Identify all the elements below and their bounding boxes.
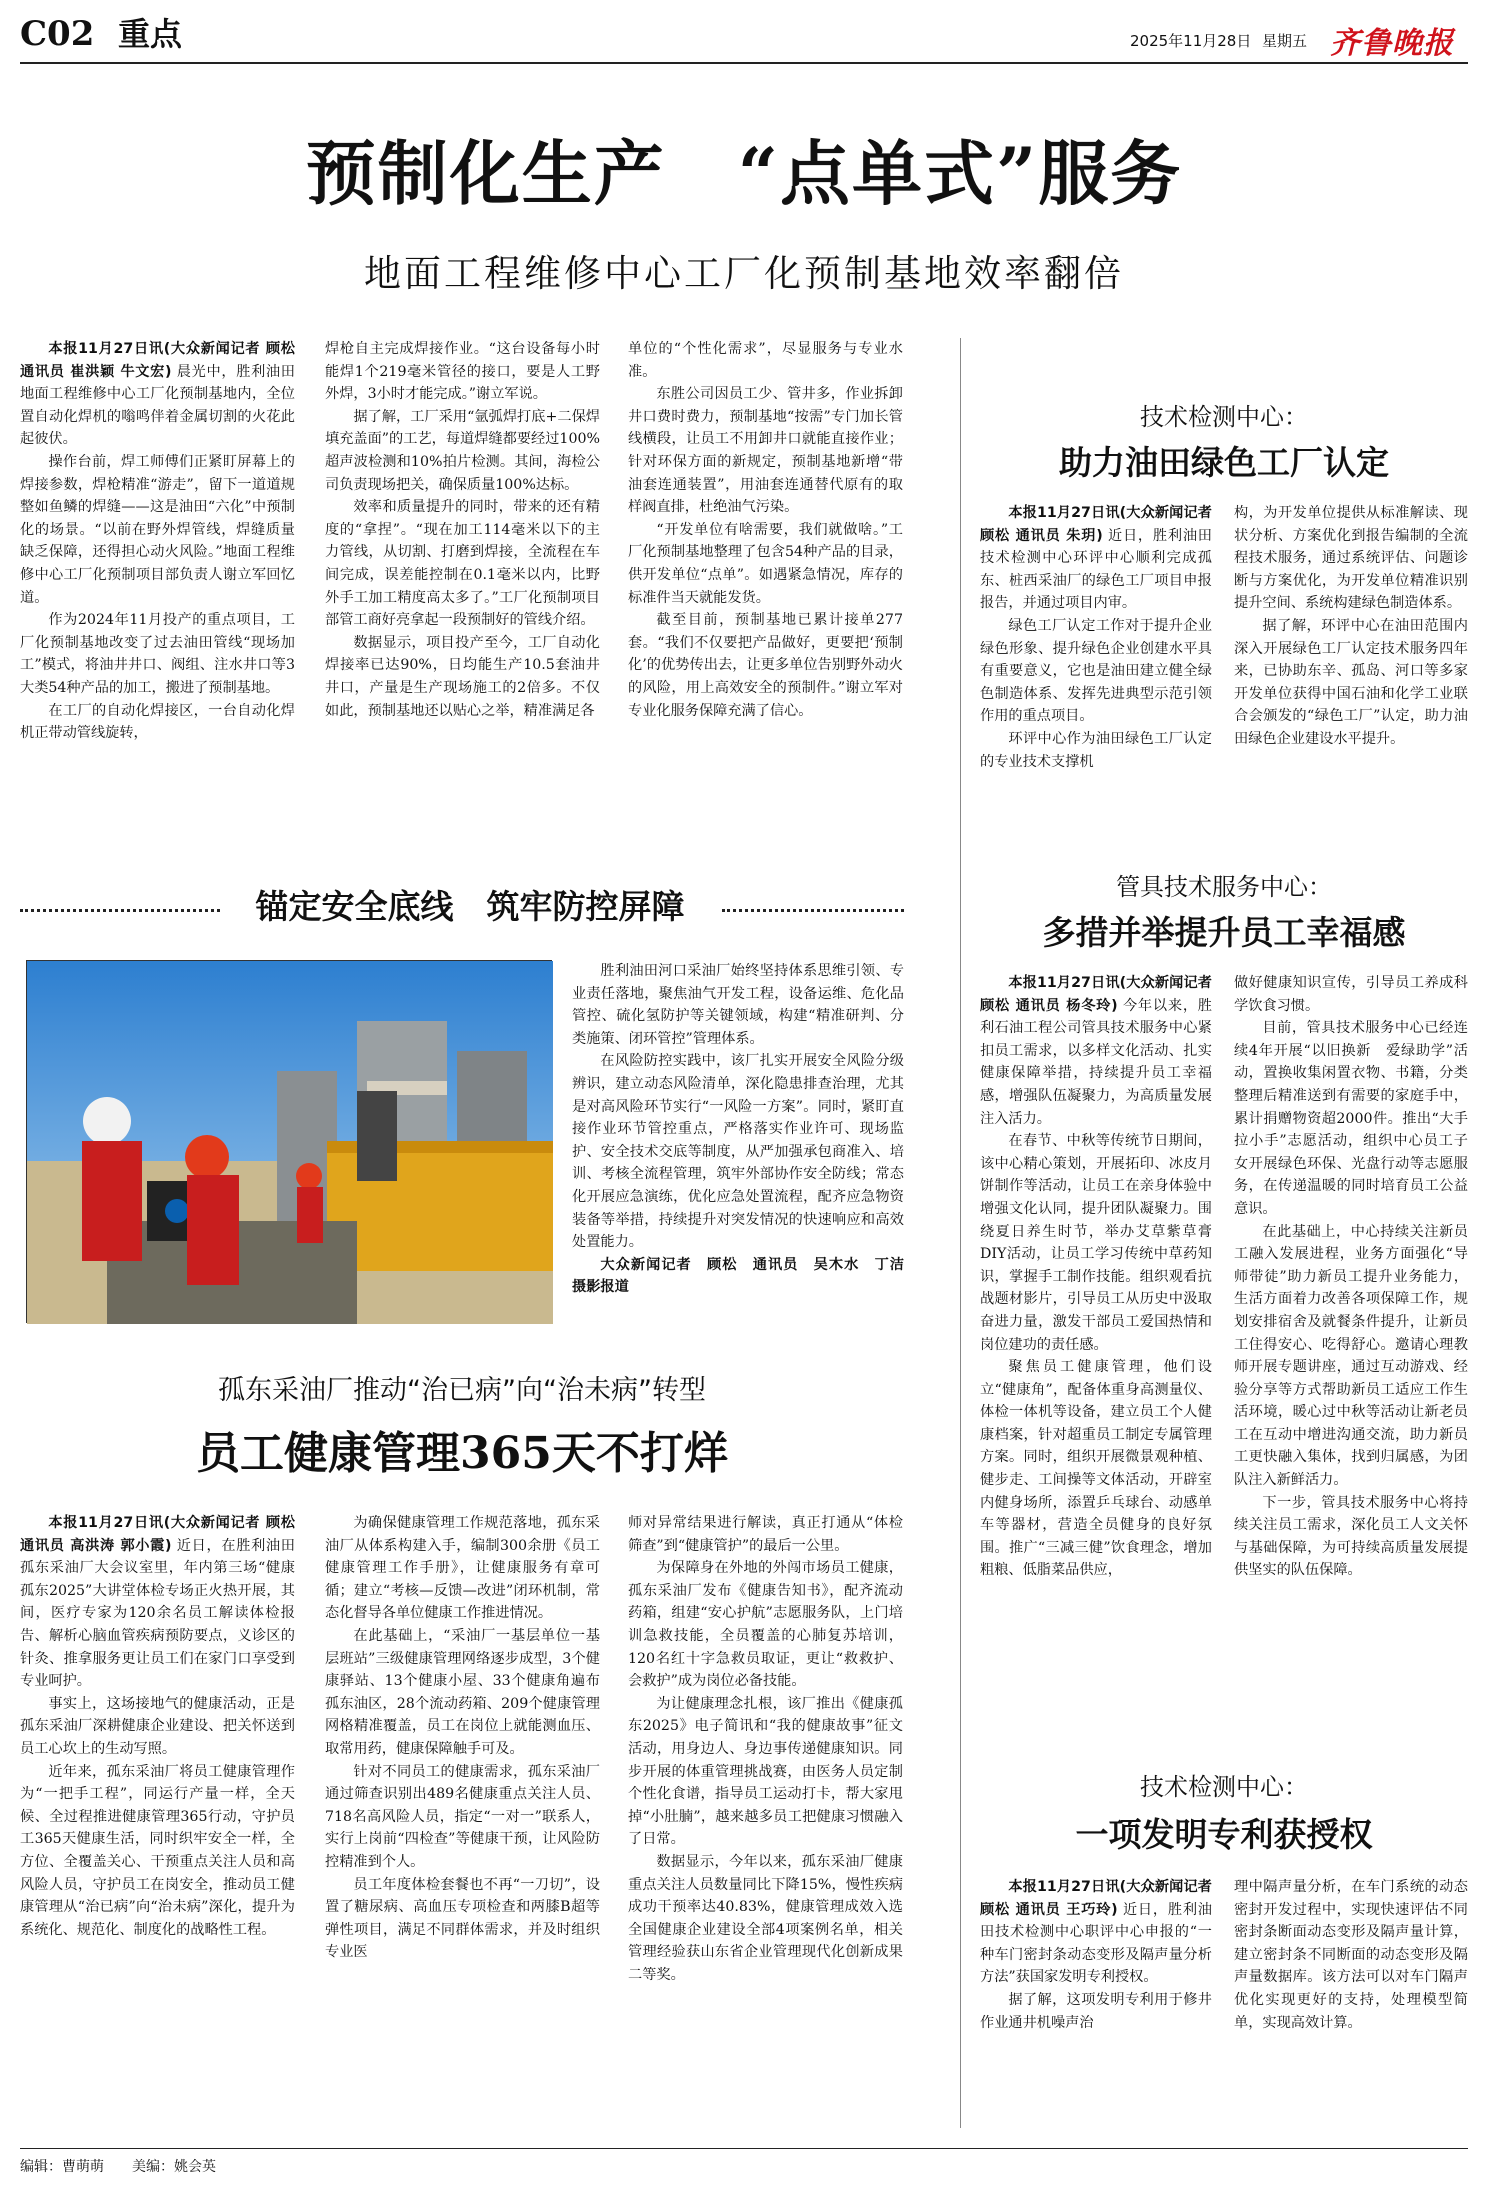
worker-photo-illustration (27, 961, 553, 1324)
safety-headline: 锚定安全底线 筑牢防控屏障 (255, 887, 685, 926)
masthead-logo: 齐鲁晚报 (1330, 26, 1454, 61)
column-divider (960, 338, 961, 2128)
lead-column-3: 单位的“个性化需求”，尽显服务与专业水准。 东胜公司因员工少、管井多，作业拆卸井口费时费力，预制基地“按需”专门加长管线横段，让员工不用卸井口就能直接作业；针对环保方面的新规定，预制基地新增“带油套连通装置”，用油套连通替代原有的取样阀直排，杜绝油气污染。 “开发单位有啥需要，我们就做啥。”工厂化预制基地整理了包含54种产品的目录，供开发单位“点单”。如遇紧急情况，库存的标准件当天就能发货。 截至目前，预制基地已累计接单277套。“我们不仅要把产品做好，更要把‘预制化’的优势传出去，让更多单位告别野外动火的风险，用上高效安全的预制件。”谢立军对专业化服务保障充满了信心。 (628, 341, 903, 719)
pipe-dateline: 本报11月27日讯(大众新闻记者 顾松 通讯员 杨冬玲) (980, 975, 1212, 1014)
tech1-dateline: 本报11月27日讯(大众新闻记者 顾松 通讯员 朱玥) (980, 505, 1212, 544)
safety-photo (26, 960, 552, 1323)
tech2-column-2: 理中隔声量分析，在车门系统的动态密封开发过程中，实现快速评估不同密封条断面动态变形及隔声量计算，建立密封条不同断面的动态变形及隔声量数据库。该方法可以对车门隔声优化实现更好的支持，处理模型简单，实现高效计算。 (1234, 1879, 1468, 2031)
health-column-1: 本报11月27日讯(大众新闻记者 顾松 通讯员 高洪涛 郭小霞) 近日，在胜利油田孤东采油厂大会议室里，年内第三场“健康孤东2025”大讲堂体检专场正火热开展，其间，医疗专家为120余名员工解读体检报告、解析心脑血管疾病预防要点，义诊区的针灸、推拿服务更让员工们在家门口享受到专业呵护。 事实上，这场接地气的健康活动，正是孤东采油厂深耕健康企业建设、把关怀送到员工心坎上的生动写照。 近年来，孤东采油厂将员工健康管理作为“一把手工程”，同运行产量一样，全天候、全过程推进健康管理365行动，守护员工365天健康生活，同时织牢安全一样，全方位、全覆盖关心、干预重点关注人员和高风险人员，守护员工在岗安全，推动员工健康管理从“治已病”向“治未病”深化，提升为系统化、规范化、制度化的战略性工程。 (20, 1515, 295, 1938)
safety-dotted-left (20, 909, 220, 912)
safety-dotted-right (722, 909, 904, 912)
footer-rule (20, 2148, 1468, 2149)
issue-date: 2025年11月28日 (1130, 32, 1252, 50)
health-kicker: 孤东采油厂推动“治已病”向“治未病”转型 (218, 1375, 706, 1406)
health-column-3: 师对异常结果进行解读，真正打通从“体检筛查”到“健康管护”的最后一公里。 为保障身在外地的外闯市场员工健康，孤东采油厂发布《健康告知书》，配齐流动药箱，组建“安心护航”志愿服务队，上门培训急救技能，全员覆盖的心肺复苏培训，120名红十字急救员取证，更让“救救护、会救护”成为岗位必备技能。 为让健康理念扎根，该厂推出《健康孤东2025》电子简讯和“我的健康故事”征文活动，用身边人、身边事传递健康知识。同步开展的体重管理挑战赛，由医务人员定制个性化食谱，指导员工运动打卡，帮大家甩掉“小肚腩”，越来越多员工把健康习惯融入了日常。 数据显示，今年以来，孤东采油厂健康重点关注人员数量同比下降15%，慢性疾病成功干预率达40.83%，健康管理成效入选全国健康企业建设全部4项案例名单，相关管理经验获山东省企业管理现代化创新成果二等奖。 (628, 1515, 903, 1983)
lead-column-1: 本报11月27日讯(大众新闻记者 顾松 通讯员 崔洪颖 牛文宏) 晨光中，胜利油田地面工程维修中心工厂化预制基地内，全位置自动化焊机的嗡鸣伴着金属切割的火花此起彼伏。 操作台前，焊工师傅们正紧盯屏幕上的焊接参数，焊枪精准“游走”，留下一道道规整如鱼鳞的焊缝——这是油田“六化”中预制化的场景。“以前在野外焊管线，焊缝质量缺乏保障，还得担心动火风险。”地面工程维修中心工厂化预制项目部负责人谢立军回忆道。 作为2024年11月投产的重点项目，工厂化预制基地改变了过去油田管线“现场加工”模式，将油井井口、阀组、注水井口等3大类54种产品的加工，搬进了预制基地。 在工厂的自动化焊接区，一台自动化焊机正带动管线旋转， (20, 341, 295, 742)
section-name: 重点 (118, 15, 183, 53)
lead-subheadline: 地面工程维修中心工厂化预制基地效率翻倍 (364, 252, 1124, 295)
health-column-2: 为确保健康管理工作规范落地，孤东采油厂从体系构建入手，编制300余册《员工健康管理工作手册》，让健康服务有章可循；建立“考核—反馈—改进”闭环机制，常态化督导各单位健康工作推进情况。 在此基础上，“采油厂一基层单位一基层班站”三级健康管理网络逐步成型，3个健康驿站、13个健康小屋、33个健康角遍布孤东油区，28个流动药箱、209个健康管理网格精准覆盖，员工在岗位上就能测血压、取常用药，健康保障触手可及。 针对不同员工的健康需求，孤东采油厂通过筛查识别出489名健康重点关注人员、718名高风险人员，指定“一对一”联系人，实行上岗前“四检查”等健康干预，让风险防控精准到个人。 员工年度体检套餐也不再“一刀切”，设置了糖尿病、高血压专项检查和两膝B超等弹性项目，满足不同群体需求，并及时组织专业医 (325, 1515, 600, 1961)
page-code: C02 (20, 14, 95, 54)
pipe-column-2: 做好健康知识宣传，引导员工养成科学饮食习惯。 目前，管具技术服务中心已经连续4年开展“以旧换新 爱绿助学”活动，置换收集闲置衣物、书籍，分类整理后精准送到有需要的家庭手中，累计捐赠物资超2000件。推出“大手拉小手”志愿活动，组织中心员工子女开展绿色环保、光盘行动等志愿服务，在传递温暖的同时培育员工公益意识。 在此基础上，中心持续关注新员工融入发展进程，业务方面强化“导师带徒”助力新员工提升业务能力，生活方面着力改善各项保障工作，规划安排宿舍及就餐条件提升，让新员工住得安心、吃得舒心。邀请心理教师开展专题讲座，通过互动游戏、经验分享等方式帮助新员工适应工作生活环境，暖心过中秋等活动让新老员工在互动中增进沟通交流，助力新员工更快融入集体，找到归属感，为团队注入新鲜活力。 下一步，管具技术服务中心将持续关注员工需求，深化员工人文关怀与基础保障，为可持续高质量发展提供坚实的队伍保障。 (1234, 975, 1468, 1579)
safety-body: 胜利油田河口采油厂始终坚持体系思维引领、专业责任落地，聚焦油气开发工程，设备运维、危化品管控、硫化氢防护等关键领域，构建“精准研判、分类施策、闭环管控”管理体系。 在风险防控实践中，该厂扎实开展安全风险分级辨识，建立动态风险清单，深化隐患排查治理，尤其是对高风险环节实行“一风险一方案”。同时，紧盯直接作业环节管控重点，严格落实作业许可、现场监护、安全技术交底等制度，从严加强承包商准入、培训、考核全流程管理，筑牢外部协作安全防线；常态化开展应急演练，优化应急处置流程，配齐应急物资装备等举措，持续提升对突发情况的快速响应和高效处置能力。 大众新闻记者 顾松 通讯员 吴木水 丁洁 摄影报道 (572, 960, 904, 1330)
tech1-kicker: 技术检测中心： (1140, 403, 1308, 431)
pipe-headline: 多措并举提升员工幸福感 (1042, 913, 1406, 952)
header-rule (20, 62, 1468, 64)
designer-credit: 美编：姚会英 (132, 2159, 216, 2175)
tech1-column-2: 构，为开发单位提供从标准解读、现状分析、方案优化到报告编制的全流程技术服务，通过系统评估、问题诊断与方案优化，为开发单位精准识别提升空间、系统构建绿色制造体系。 据了解，环评中心在油田范围内深入开展绿色工厂认定技术服务四年来，已协助东辛、孤岛、河口等多家开发单位获得中国石油和化学工业联合会颁发的“绿色工厂”认定，助力油田绿色企业建设水平提升。 (1234, 505, 1468, 747)
tech1-headline: 助力油田绿色工厂认定 (1059, 443, 1389, 482)
tech2-kicker: 技术检测中心： (1140, 1773, 1308, 1801)
editor-credit: 编辑：曹萌萌 (20, 2159, 104, 2175)
pipe-kicker: 管具技术服务中心： (1116, 873, 1332, 901)
weekday: 星期五 (1262, 32, 1308, 50)
tech2-headline: 一项发明专利获授权 (1075, 1815, 1373, 1854)
health-headline: 员工健康管理365天不打烊 (196, 1428, 728, 1479)
health-dateline: 本报11月27日讯(大众新闻记者 顾松 通讯员 高洪涛 郭小霞) (20, 1515, 295, 1554)
lead-column-2: 焊枪自主完成焊接作业。“这台设备每小时能焊1个219毫米管径的接口，要是人工野外焊，3小时才能完成。”谢立军说。 据了解，工厂采用“氩弧焊打底+二保焊填充盖面”的工艺，每道焊缝都要经过100%超声波检测和10%拍片检测。其间，海检公司负责现场把关，确保质量100%达标。 效率和质量提升的同时，带来的还有精度的“拿捏”。“现在加工114毫米以下的主力管线，从切割、打磨到焊接，全流程在车间完成，误差能控制在0.1毫米以内，比野外手工加工精度高太多了。”工厂化预制项目部管工商好亮拿起一段预制好的管线介绍。 数据显示，项目投产至今，工厂自动化焊接率已达90%，日均能生产10.5套油井井口，产量是生产现场施工的2倍多。不仅如此，预制基地还以贴心之举，精准满足各 (325, 341, 600, 719)
tech2-dateline: 本报11月27日讯(大众新闻记者 顾松 通讯员 王巧玲) (980, 1879, 1212, 1918)
lead-dateline: 本报11月27日讯(大众新闻记者 顾松 通讯员 崔洪颖 牛文宏) (20, 341, 295, 380)
page-header (0, 0, 1488, 60)
tech2-column-1: 本报11月27日讯(大众新闻记者 顾松 通讯员 王巧玲) 近日，胜利油田技术检测中心职评中心申报的“一种车门密封条动态变形及隔声量分析方法”获国家发明专利授权。 据了解，这项发明专利用于修井作业通井机噪声治 (980, 1879, 1212, 2031)
pipe-column-1: 本报11月27日讯(大众新闻记者 顾松 通讯员 杨冬玲) 今年以来，胜利石油工程公司管具技术服务中心紧扣员工需求，以多样文化活动、扎实健康保障举措，持续提升员工幸福感，增强队伍凝聚力，为高质量发展注入活力。 在春节、中秋等传统节日期间，该中心精心策划，开展拓印、冰皮月饼制作等活动，让员工在亲身体验中增强文化认同，提升团队凝聚力。围绕夏日养生时节，举办艾草紫草膏DIY活动，让员工学习传统中草药知识，掌握手工制作技能。组织观看抗战题材影片，引导员工从历史中汲取奋进力量，激发干部员工爱国热情和岗位建功的责任感。 聚焦员工健康管理，他们设立“健康角”，配备体重身高测量仪、体检一体机等设备，建立员工个人健康档案，针对超重员工制定专属管理方案。同时，组织开展微景观种植、健步走、工间操等文体活动，开辟室内健身场所，添置乒乓球台、动感单车等器材，营造全员健身的良好氛围。推广“三减三健”饮食理念，增加粗粮、低脂菜品供应， (980, 975, 1212, 1579)
tech1-column-1: 本报11月27日讯(大众新闻记者 顾松 通讯员 朱玥) 近日，胜利油田技术检测中心环评中心顺利完成孤东、桩西采油厂的绿色工厂项目申报报告，并通过项目内审。 绿色工厂认定工作对于提升企业绿色形象、提升绿色企业创建水平具有重要意义，它也是油田建立健全绿色制造体系、发挥先进典型示范引领作用的重点项目。 环评中心作为油田绿色工厂认定的专业技术支撑机 (980, 505, 1212, 770)
lead-headline: 预制化生产 “点单式”服务 (305, 132, 1183, 215)
safety-byline: 大众新闻记者 顾松 通讯员 吴木水 丁洁 摄影报道 (572, 1256, 919, 1296)
